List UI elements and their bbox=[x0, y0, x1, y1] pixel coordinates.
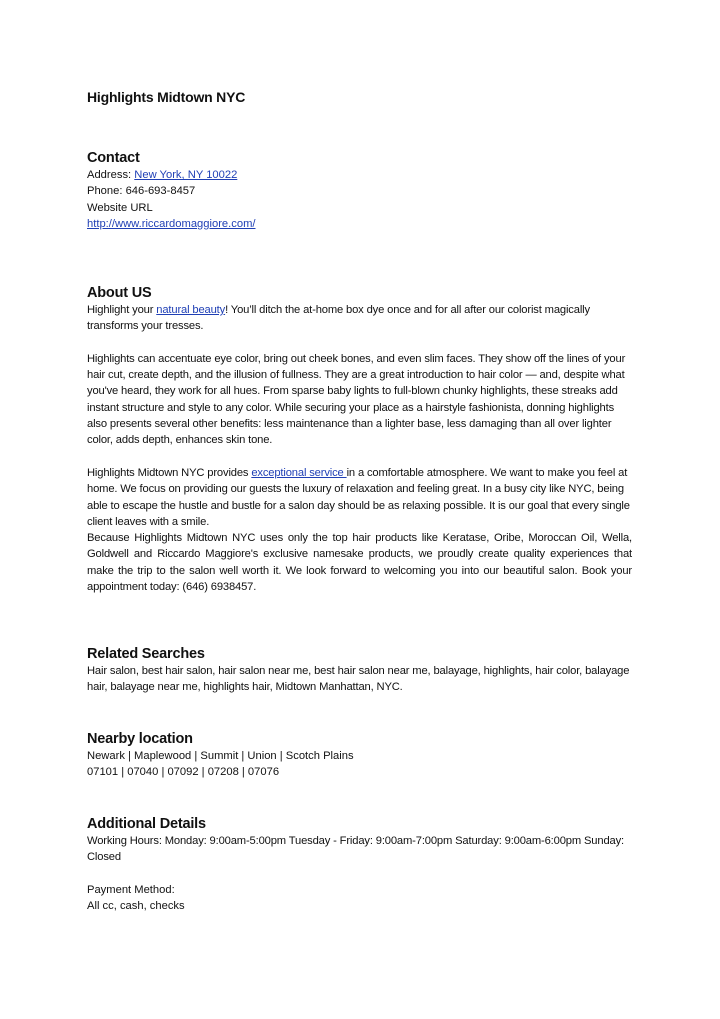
nearby-towns: Newark | Maplewood | Summit | Union | Scotch Plains bbox=[87, 750, 354, 762]
about-heading: About US bbox=[87, 285, 152, 301]
nearby-section bbox=[87, 731, 632, 781]
about-paragraph-3 bbox=[87, 465, 632, 530]
payment-label: Payment Method: bbox=[87, 883, 175, 896]
website-link[interactable]: http://www.riccardomaggiore.com/ bbox=[87, 217, 256, 230]
about-p3-text-start: Highlights Midtown NYC provides bbox=[87, 466, 252, 479]
related-text: Hair salon, best hair salon, hair salon near me, best hair salon near me, balayage, highlights, hair color, balayage hair, balayage near me, highlights hair, Midtown Manhattan, NYC. bbox=[87, 665, 630, 694]
additional-section bbox=[87, 816, 632, 914]
about-p1-text-start: Highlight your bbox=[87, 304, 157, 316]
contact-section bbox=[87, 150, 632, 232]
related-heading: Related Searches bbox=[87, 646, 205, 662]
about-paragraph-4: Because Highlights Midtown NYC uses only the top hair products like Keratase, Oribe, Moroccan Oil, Wella, Goldwell and Riccardo Maggiore's exclusive namesake products, we proudly create quality experiences that make the trip to the salon well worth it. We look forward to welcoming you into our beautiful salon. Book your appointment today: (646) 6938457. bbox=[87, 532, 632, 594]
address-link[interactable]: New York, NY 10022 bbox=[134, 169, 238, 181]
about-section bbox=[87, 285, 632, 595]
working-hours: Working Hours: Monday: 9:00am-5:00pm Tuesday - Friday: 9:00am-7:00pm Saturday: 9:00am-6:00pm Sunday: Closed bbox=[87, 835, 624, 864]
payment-value: All cc, cash, checks bbox=[87, 900, 185, 913]
address-line bbox=[87, 167, 632, 183]
natural-beauty-link[interactable]: natural beauty bbox=[156, 304, 226, 316]
additional-heading: Additional Details bbox=[87, 816, 206, 832]
page-title: Highlights Midtown NYC bbox=[87, 89, 246, 105]
contact-heading: Contact bbox=[87, 150, 140, 166]
about-paragraph-1 bbox=[87, 302, 632, 335]
about-p3-text-end: in a comfortable atmosphere. We want to make you feel at home. We focus on providing our guests the luxury of relaxation and feeling great. In a busy city like NYC, being able to escape the hustle and bustle for a salon day should be as relaxing possible. It is our goal that every single client leaves with a smile. bbox=[87, 466, 630, 528]
exceptional-service-link[interactable]: exceptional service bbox=[251, 466, 347, 479]
related-section bbox=[87, 646, 632, 696]
address-label: Address: bbox=[87, 169, 135, 181]
nearby-zips: 07101 | 07040 | 07092 | 07208 | 07076 bbox=[87, 766, 280, 779]
about-paragraph-2: Highlights can accentuate eye color, bring out cheek bones, and even slim faces. They show off the lines of your hair cut, create depth, and the illusion of fullness. They are a great introduction to hair color — and, despite what you've heard, they work for all hues. From sparse baby lights to full-blown chunky highlights, these streaks add instant structure and style to any color. While securing your place as a hairstyle fashionista, donning highlights also presents several other benefits: less maintenance than a lighter base, less damaging than all over lighter color, adds depth, enhances skin tone. bbox=[87, 352, 626, 447]
phone-line: Phone: 646-693-8457 bbox=[87, 185, 196, 198]
website-label: Website URL bbox=[87, 201, 153, 214]
about-p1-text-end: ! You’ll ditch the at-home box dye once and for all after our colorist magically transforms your tresses. bbox=[87, 304, 590, 333]
nearby-heading: Nearby location bbox=[87, 731, 193, 747]
